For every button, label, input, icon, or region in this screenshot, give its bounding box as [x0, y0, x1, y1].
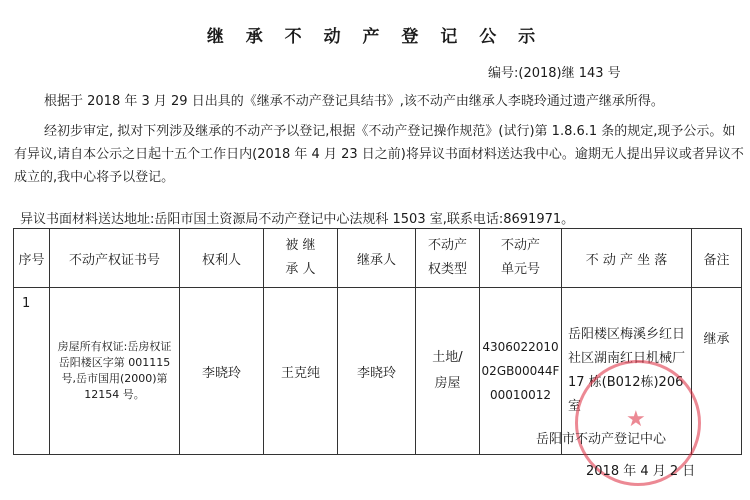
- cell-unit-line1: 4306022010: [482, 340, 559, 354]
- cell-type: [416, 288, 480, 455]
- cell-heir: 李晓玲: [338, 288, 416, 455]
- seal-star-icon: ★: [626, 407, 646, 432]
- header-unit: [480, 229, 562, 288]
- header-inherited-line2: 承 人: [285, 262, 316, 277]
- header-unit-line1: 不动产: [500, 238, 540, 253]
- cell-note: 继承: [692, 288, 742, 455]
- document-number: 编号:(2018)继 143 号: [488, 66, 621, 81]
- cell-location: 岳阳楼区梅溪乡红日社区湖南红日机械厂 17 栋(B012栋)206 室: [562, 288, 692, 455]
- header-type: [416, 229, 480, 288]
- cell-type-line1: 土地/: [432, 350, 463, 365]
- table-header-row: [14, 229, 742, 288]
- header-type-line1: 不动产: [427, 238, 467, 253]
- cell-unit-line3: 00010012: [489, 388, 552, 402]
- header-note: 备注: [692, 229, 742, 288]
- signature-org: 岳阳市不动产登记中心: [536, 432, 667, 447]
- cell-holder: 李晓玲: [180, 288, 264, 455]
- cell-unit-line2: 02GB00044F: [481, 364, 560, 378]
- objection-address: 异议书面材料送达地址:岳阳市国土资源局不动产登记中心法规科 1503 室,联系电话:8691971。: [20, 212, 575, 227]
- header-inherited-line1: 被 继: [285, 238, 316, 253]
- notice-title: 继 承 不 动 产 登 记 公 示: [206, 27, 544, 47]
- paragraph-1: 根据于 2018 年 3 月 29 日出具的《继承不动产登记具结书》,该不动产由继承人李晓玲通过遗产继承所得。: [44, 94, 664, 109]
- header-holder: 权利人: [180, 229, 264, 288]
- header-location: 不 动 产 坐 落: [562, 229, 692, 288]
- header-cert: 不动产权证书号: [50, 229, 180, 288]
- cell-seq: 1: [14, 288, 50, 455]
- paragraph-2: 经初步审定, 拟对下列涉及继承的不动产予以登记,根据《不动产登记操作规范》(试行)第 1.8.6.1 条的规定,现予公示。如有异议,请自本公示之日起十五个工作日内(2018 年 4 月 23 日之前)将异议书面材料送达我中心。逾期无人提出异议或者异议不成立的,我中心将予以登记。: [14, 124, 744, 185]
- header-heir: 继承人: [338, 229, 416, 288]
- cell-cert: 房屋所有权证:岳房权证岳阳楼区字第 001115 号,岳市国用(2000)第 12154 号。: [50, 288, 180, 455]
- header-type-line2: 权类型: [427, 262, 467, 277]
- header-seq: 序号: [14, 229, 50, 288]
- signature-date: 2018 年 4 月 2 日: [586, 464, 696, 479]
- cell-type-line2: 房屋: [434, 376, 461, 391]
- header-unit-line2: 单元号: [500, 262, 540, 277]
- header-inherited: [264, 229, 338, 288]
- cell-inherited: 王克纯: [264, 288, 338, 455]
